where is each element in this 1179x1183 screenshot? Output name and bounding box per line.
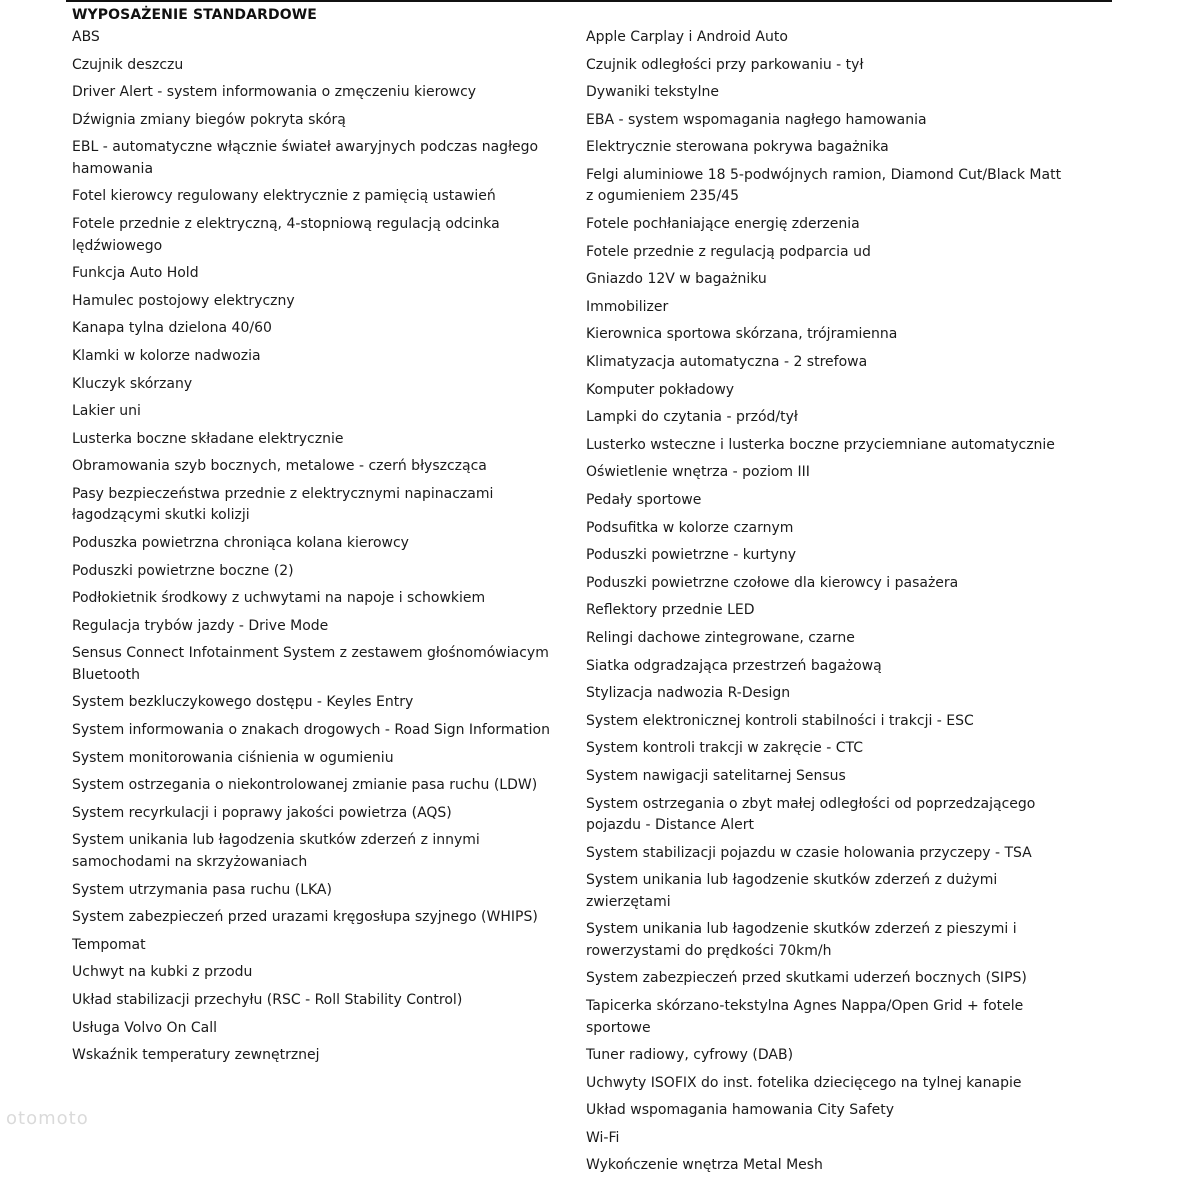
equipment-item: System nawigacji satelitarnej Sensus <box>586 767 846 784</box>
equipment-item: Uchwyt na kubki z przodu <box>72 964 253 981</box>
equipment-item: System unikania lub łagodzenie skutków zderzeń z pieszymi i rowerzystami do prędkości 70km/h <box>586 921 1017 959</box>
equipment-item: ABS <box>72 29 100 45</box>
equipment-item: Hamulec postojowy elektryczny <box>72 292 295 309</box>
equipment-sheet <box>66 0 1112 1183</box>
equipment-item: System ostrzegania o zbyt małej odległości od poprzedzającego pojazdu - Distance Alert <box>586 795 1036 834</box>
equipment-item: Lusterka boczne składane elektrycznie <box>72 430 344 447</box>
equipment-item: Sensus Connect Infotainment System z zestawem głośnomówiacym Bluetooth <box>72 645 549 683</box>
equipment-item: System recyrkulacji i poprawy jakości powietrza (AQS) <box>72 804 452 821</box>
equipment-item: EBA - system wspomagania nagłego hamowania <box>586 111 927 128</box>
equipment-item: Gniazdo 12V w bagażniku <box>586 271 767 288</box>
equipment-item: Relingi dachowe zintegrowane, czarne <box>586 629 855 646</box>
equipment-item: System stabilizacji pojazdu w czasie holowania przyczepy - TSA <box>586 844 1032 861</box>
equipment-item: Elektrycznie sterowana pokrywa bagażnika <box>586 139 889 156</box>
equipment-item: Komputer pokładowy <box>586 381 735 398</box>
equipment-item: Klamki w kolorze nadwozia <box>72 347 261 364</box>
equipment-item: Felgi aluminiowe 18 5-podwójnych ramion, Diamond Cut/Black Matt z ogumieniem 235/45 <box>586 166 1062 205</box>
equipment-item: Fotele pochłaniające energię zderzenia <box>586 216 860 233</box>
equipment-item: Wskaźnik temperatury zewnętrznej <box>72 1047 320 1064</box>
equipment-item: System kontroli trakcji w zakręcie - CTC <box>586 740 864 757</box>
equipment-item: System zabezpieczeń przed urazami kręgosłupa szyjnego (WHIPS) <box>72 909 538 926</box>
equipment-item: System elektronicznej kontroli stabilności i trakcji - ESC <box>586 712 974 729</box>
equipment-item: EBL - automatyczne włącznie świateł awaryjnych podczas nagłego hamowania <box>72 139 539 177</box>
equipment-item: System informowania o znakach drogowych - Road Sign Information <box>72 722 550 739</box>
equipment-item: Wykończenie wnętrza Metal Mesh <box>586 1157 823 1174</box>
equipment-item: Czujnik odległości przy parkowaniu - tył <box>586 56 864 73</box>
equipment-list-left <box>72 27 586 1183</box>
equipment-item: Lampki do czytania - przód/tył <box>586 409 798 426</box>
equipment-item: Lakier uni <box>72 403 141 420</box>
equipment-item: Klimatyzacja automatyczna - 2 strefowa <box>586 354 868 371</box>
equipment-item: Kierownica sportowa skórzana, trójramienna <box>586 326 898 343</box>
equipment-item: Lusterko wsteczne i lusterka boczne przyciemniane automatycznie <box>586 436 1055 453</box>
equipment-item: System utrzymania pasa ruchu (LKA) <box>72 881 332 898</box>
equipment-item: Poduszki powietrzne boczne (2) <box>72 562 294 579</box>
equipment-item: Usługa Volvo On Call <box>72 1019 218 1036</box>
equipment-item: Driver Alert - system informowania o zmęczeniu kierowcy <box>72 84 477 101</box>
equipment-item: Układ wspomagania hamowania City Safety <box>586 1102 895 1119</box>
equipment-item: Pasy bezpieczeństwa przednie z elektrycznymi napinaczami łagodzącymi skutki kolizji <box>72 485 494 524</box>
equipment-item: Kanapa tylna dzielona 40/60 <box>72 320 272 337</box>
equipment-item: Uchwyty ISOFIX do inst. fotelika dziecięcego na tylnej kanapie <box>586 1074 1022 1091</box>
equipment-item: Immobilizer <box>586 298 669 315</box>
equipment-item: Dźwignia zmiany biegów pokryta skórą <box>72 111 346 128</box>
equipment-item: Podłokietnik środkowy z uchwytami na napoje i schowkiem <box>72 590 486 607</box>
equipment-item: System bezkluczykowego dostępu - Keyles Entry <box>72 694 414 711</box>
equipment-item: Poduszki powietrzne czołowe dla kierowcy i pasażera <box>586 574 959 591</box>
equipment-item: System zabezpieczeń przed skutkami uderzeń bocznych (SIPS) <box>586 970 1027 987</box>
equipment-item: System unikania lub łagodzenie skutków zderzeń z dużymi zwierzętami <box>586 872 998 910</box>
equipment-item: Czujnik deszczu <box>72 56 184 73</box>
equipment-item: Obramowania szyb bocznych, metalowe - czerń błyszcząca <box>72 458 487 475</box>
equipment-item: Układ stabilizacji przechyłu (RSC - Roll Stability Control) <box>72 991 463 1008</box>
equipment-item: Dywaniki tekstylne <box>586 84 719 101</box>
equipment-item: Stylizacja nadwozia R-Design <box>586 685 791 702</box>
watermark-logo: otomoto <box>6 1108 89 1129</box>
equipment-item: Regulacja trybów jazdy - Drive Mode <box>72 617 329 634</box>
equipment-item: Apple Carplay i Android Auto <box>586 29 788 45</box>
equipment-item: Poduszka powietrzna chroniąca kolana kierowcy <box>72 535 409 551</box>
equipment-item: Tempomat <box>72 936 146 953</box>
section-title: WYPOSAŻENIE STANDARDOWE <box>72 7 317 23</box>
equipment-item: Pedały sportowe <box>586 492 702 508</box>
equipment-list-right <box>586 27 1086 1183</box>
equipment-item: Kluczyk skórzany <box>72 375 193 392</box>
equipment-item: Funkcja Auto Hold <box>72 265 199 282</box>
equipment-item: Oświetlenie wnętrza - poziom III <box>586 464 810 481</box>
equipment-item: Podsufitka w kolorze czarnym <box>586 519 794 536</box>
equipment-item: Fotele przednie z elektryczną, 4-stopniową regulacją odcinka lędźwiowego <box>72 216 500 254</box>
equipment-item: Fotel kierowcy regulowany elektrycznie z pamięcią ustawień <box>72 188 496 205</box>
equipment-item: Wi-Fi <box>586 1129 620 1146</box>
equipment-item: Fotele przednie z regulacją podparcia ud <box>586 243 871 260</box>
equipment-columns <box>66 27 1112 1183</box>
equipment-item: System ostrzegania o niekontrolowanej zmianie pasa ruchu (LDW) <box>72 777 538 794</box>
equipment-item: Poduszki powietrzne - kurtyny <box>586 547 797 564</box>
equipment-item: Tapicerka skórzano-tekstylna Agnes Nappa/Open Grid + fotele sportowe <box>586 998 1024 1036</box>
equipment-item: Tuner radiowy, cyfrowy (DAB) <box>586 1047 794 1064</box>
equipment-item: Reflektory przednie LED <box>586 602 755 619</box>
equipment-item: System unikania lub łagodzenia skutków zderzeń z innymi samochodami na skrzyżowaniach <box>72 832 480 870</box>
equipment-item: System monitorowania ciśnienia w ogumieniu <box>72 749 394 766</box>
equipment-item: Siatka odgradzająca przestrzeń bagażową <box>586 657 882 674</box>
